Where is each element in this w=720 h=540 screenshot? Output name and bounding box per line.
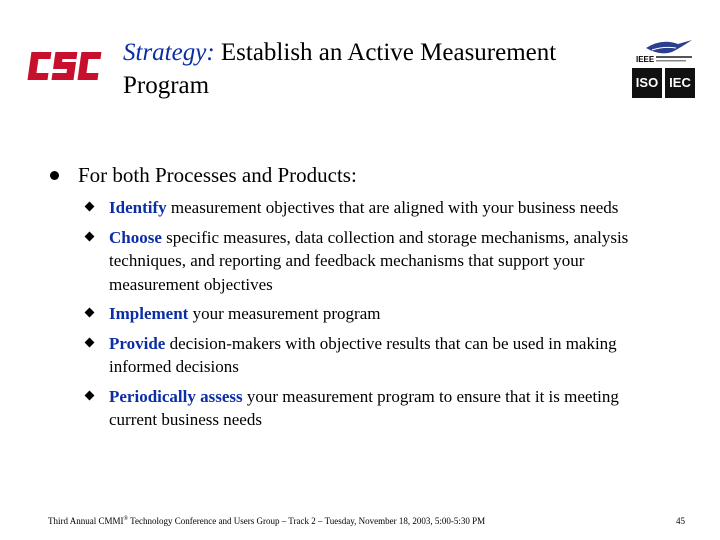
diamond-bullet-icon [85,202,95,212]
partner-logos [632,38,696,100]
sub-point-keyword: Choose [109,227,162,247]
footer-registered-mark: ® [123,516,129,522]
footer-text-a: Third Annual CMMI [48,516,124,526]
iso-logo: ISO [632,68,662,98]
sub-point [84,302,664,326]
footer-text-b: Technology Conference and Users Group – Track 2 – Tuesday, November 18, 2003, 5:00-5:30 PM [128,516,486,526]
page-number: 45 [676,516,685,526]
sub-point-keyword: Provide [109,333,166,353]
sub-point-text: measurement objectives that are aligned with your business needs [166,198,619,217]
sub-point [84,332,664,379]
sub-point [84,226,664,297]
diamond-bullet-icon [85,308,95,318]
sub-point [84,385,664,432]
sub-point-text: decision-makers with objective results that can be used in making informed decisions [109,333,617,376]
title-rest: Establish an Active Measurement Program [123,39,557,99]
sub-point-text: your measurement program [188,304,381,323]
sub-point [84,196,664,220]
sub-point-list [84,196,664,438]
csc-logo-mark [26,48,102,84]
csc-logo [26,48,102,89]
title-emphasis: Strategy: [123,39,215,66]
slide-title [123,36,623,102]
diamond-bullet-icon [85,231,95,241]
footer-text [48,516,485,526]
round-bullet-icon [50,171,59,180]
sub-point-keyword: Identify [109,198,167,217]
main-point-text: For both Processes and Products: [78,163,357,187]
diamond-bullet-icon [85,337,95,347]
sub-point-keyword: Implement [109,304,189,323]
svg-text:IEEE: IEEE [636,55,655,64]
sub-point-text: specific measures, data collection and storage mechanisms, analysis techniques, and reporting and feedback mechanisms that support your measurement objectives [109,227,629,294]
sub-point-keyword: Periodically assess [109,386,243,406]
sub-point-text: your measurement program to ensure that it is meeting current business needs [109,386,619,429]
diamond-bullet-icon [85,390,95,400]
svg-text:CSC: CSC [26,48,28,49]
iec-logo: IEC [665,68,695,98]
